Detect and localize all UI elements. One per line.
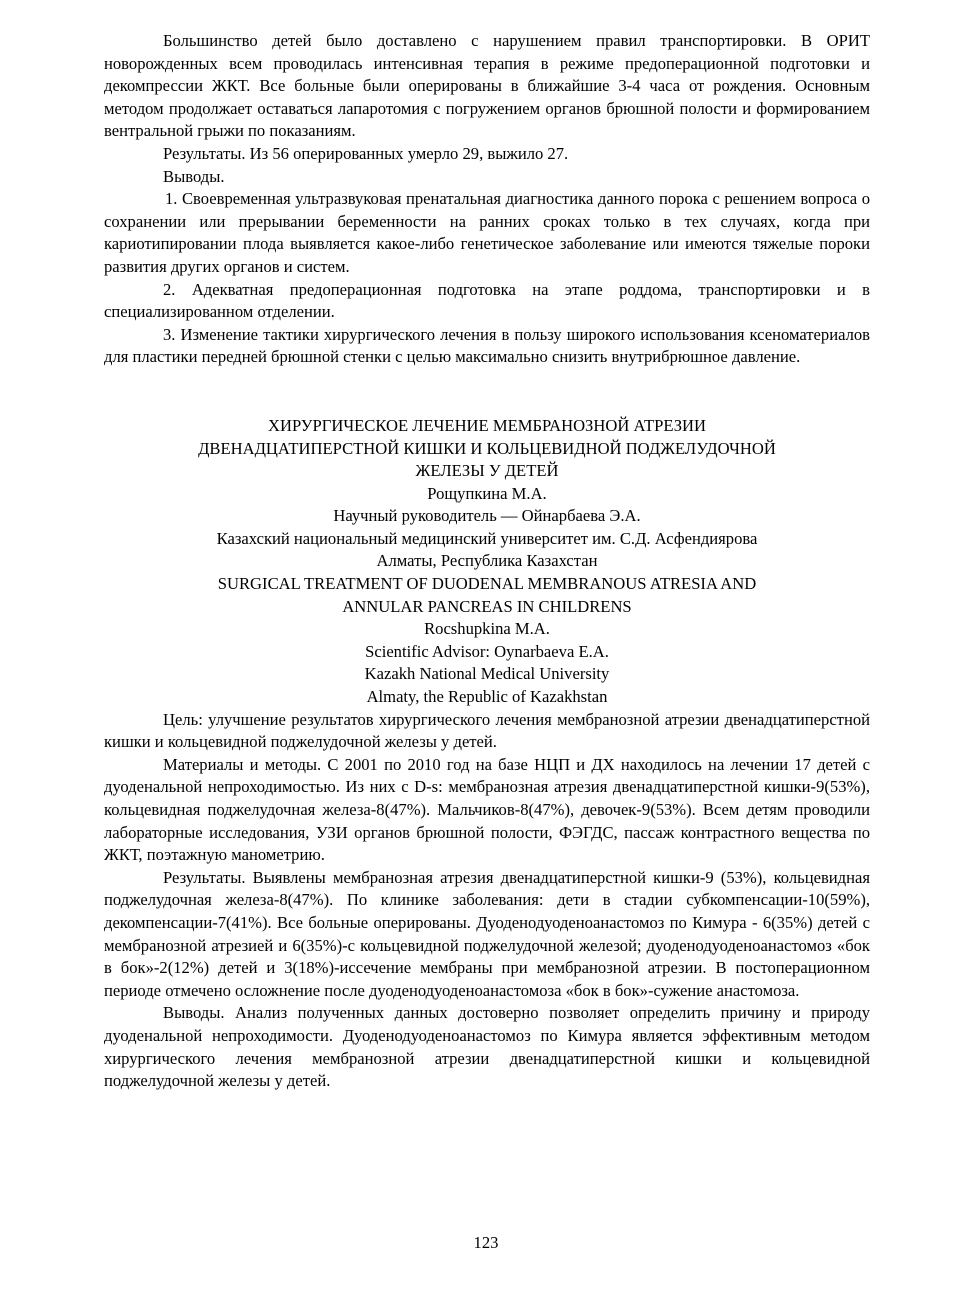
results-paragraph: Результаты. Выявлены мембранозная атрезия двенадцатиперстной кишки-9 (53%), кольцевидная поджелудочная железа-8(47%). По клинике заболевания: дети в стадии субкомпенсации-10(59%), декомпенсации-7(41%). Все больные оперированы. Дуоденодуоденоанастомоз по Кимура - 6(35%) детей с мембранозной атрезией и 6(35%)-с кольцевидной поджелудочной железой; дуоденодуоденоанастомоз «бок в бок»-2(12%) детей и 3(18%)-иссечение мембраны при мембранозной атрезии. В постоперационном периоде отмечено осложнение после дуоденодуоденоанастомоза «бок в бок»-сужение анастомоза. (104, 867, 870, 1000)
intro-results: Результаты. Из 56 оперированных умерло 29, выжило 27. (163, 143, 569, 163)
article-title-en-line-1: SURGICAL TREATMENT OF DUODENAL MEMBRANOUS ATRESIA AND (217, 574, 757, 594)
advisor-en: Scientific Advisor: Oynarbaeva E.A. (365, 641, 609, 661)
conclusions-paragraph: Выводы. Анализ полученных данных достоверно позволяет определить причину и природу дуоденальной непроходимости. Дуоденодуоденоанастомоз по Кимура является эффективным методом хирургического лечения мембранозной атрезии двенадцатиперстной кишки и кольцевидной поджелудочной железы у детей. (104, 1003, 870, 1091)
university-ru: Казахский национальный медицинский университет им. С.Д. Асфендиярова (216, 528, 758, 548)
page-number: 123 (473, 1233, 499, 1252)
article-title-ru-line-3: ЖЕЛЕЗЫ У ДЕТЕЙ (415, 461, 559, 481)
city-ru: Алматы, Республика Казахстан (376, 551, 598, 571)
article-title-ru-line-2: ДВЕНАДЦАТИПЕРСТНОЙ КИШКИ И КОЛЬЦЕВИДНОЙ ПОДЖЕЛУДОЧНОЙ (198, 438, 776, 458)
section-gap (104, 369, 870, 415)
author-en: Rocshupkina M.A. (424, 619, 550, 639)
intro-conclusion-3: 3. Изменение тактики хирургического лечения в пользу широкого использования ксеноматериалов для пластики передней брюшной стенки с целью максимально снизить внутрибрюшное давление. (104, 324, 870, 367)
intro-conclusion-1: 1. Своевременная ультразвуковая пренатальная диагностика данного порока с решением вопроса о сохранении или прерывании беременности на ранних сроках только в тех случаях, когда при кариотипировании плода выявляется какое-либо генетическое заболевание или имеются тяжелые пороки развития других органов и систем. (104, 189, 870, 276)
aim-paragraph: Цель: улучшение результатов хирургического лечения мембранозной атрезии двенадцатиперстной кишки и кольцевидной поджелудочной железы у детей. (104, 709, 870, 752)
article-title-ru-line-1: ХИРУРГИЧЕСКОЕ ЛЕЧЕНИЕ МЕМБРАНОЗНОЙ АТРЕЗИИ (268, 415, 706, 435)
intro-conclusion-2: 2. Адекватная предоперационная подготовка на этапе роддома, транспортировки и в специализированном отделении. (104, 279, 870, 322)
city-en: Almaty, the Republic of Kazakhstan (366, 687, 608, 707)
author-ru: Рощупкина М.А. (427, 483, 547, 503)
intro-paragraph-transport: Большинство детей было доставлено с нарушением правил транспортировки. В ОРИТ новорожденных всем проводилась интенсивная терапия в режиме предоперационной подготовки и декомпрессии ЖКТ. Все больные были оперированы в ближайшие 3-4 часа от рождения. Основным методом продолжает оставаться лапаротомия с погружением органов брюшной полости и формированием вентральной грыжи по показаниям. (104, 31, 870, 141)
methods-paragraph: Материалы и методы. С 2001 по 2010 год на базе НЦП и ДХ находилось на лечении 17 детей с дуоденальной непроходимостью. Из них с D-s: мембранозная атрезия двенадцатиперстной кишки-9(53%), кольцевидная поджелудочная железа-8(47%). Мальчиков-8(47%), девочек-9(53%). Всем детям проводили лабораторные исследования, УЗИ органов брюшной полости, ФЭГДС, пассаж контрастного вещества по ЖКТ, поэтажную манометрию. (104, 754, 870, 865)
advisor-ru: Научный руководитель — Ойнарбаева Э.А. (333, 506, 641, 526)
article-title-en-line-2: ANNULAR PANCREAS IN CHILDRENS (342, 596, 632, 616)
university-en: Kazakh National Medical University (364, 664, 610, 684)
intro-conclusions-heading: Выводы. (163, 166, 225, 186)
page-body (104, 30, 870, 1093)
